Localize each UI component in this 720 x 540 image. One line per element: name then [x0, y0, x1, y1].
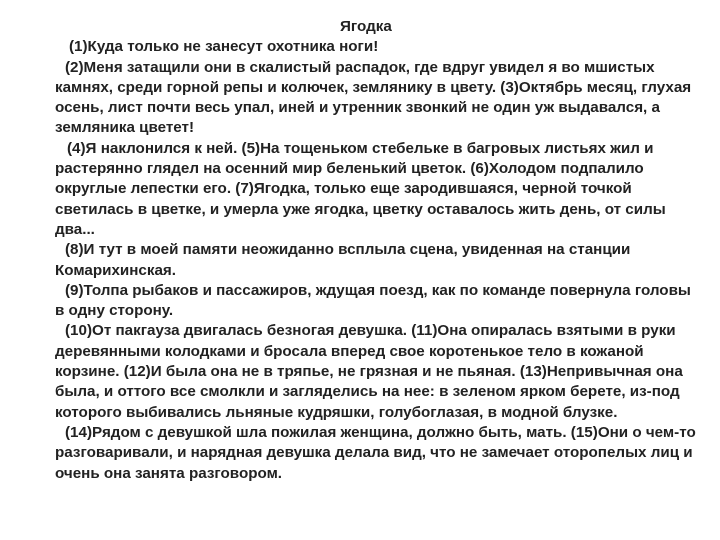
paragraph-6: (10)От пакгауза двигалась безногая девушка. (11)Она опиралась взятыми в руки деревянными колодками и бросала вперед свое коротенькое тело в кожаной корзине. (12)И была она не в тряпье, не грязная и не пьяная. (13)Непривычная она была, и оттого все смолкли и загляделись на нее: в зеленом ярком берете, из-под которого выбивались льняные кудряшки, голубоглазая, в модной блузке. — [55, 322, 683, 421]
paragraph-7: (14)Рядом с девушкой шла пожилая женщина, должно быть, мать. (15)Они о чем-то разговаривали, и нарядная девушка делала вид, что не замечает оторопелых лиц и очень она занята разговором. — [55, 423, 696, 482]
paragraph-1: (1)Куда только не занесут охотника ноги! — [69, 38, 379, 56]
paragraph-2: (2)Меня затащили они в скалистый распадок, где вдруг увидел я во мшистых камнях, среди горной репы и колючек, землянику в цвету. (3)Октябрь месяц, глухая осень, лист почти весь упал, иней и утренник звонкий не один уж выдавался, а земляника цветет! — [55, 58, 692, 137]
document-title: Ягодка — [340, 18, 392, 35]
paragraph-3: (4)Я наклонился к ней. (5)На тощеньком стебельке в багровых листьях жил и растерянно глядел на осенний мир беленький цветок. (6)Холодом подпалило округлые лепестки его. (7)Ягодка, только еще зародившаяся, черной точкой светилась в цветке, и умерла уже ягодка, цветку оставалось жить день, от силы два... — [55, 139, 666, 238]
paragraph-4: (8)И тут в моей памяти неожиданно всплыла сцена, увиденная на станции Комарихинская. — [55, 241, 631, 279]
paragraph-5: (9)Толпа рыбаков и пассажиров, ждущая поезд, как по команде повернула головы в одну сторону. — [55, 281, 691, 320]
